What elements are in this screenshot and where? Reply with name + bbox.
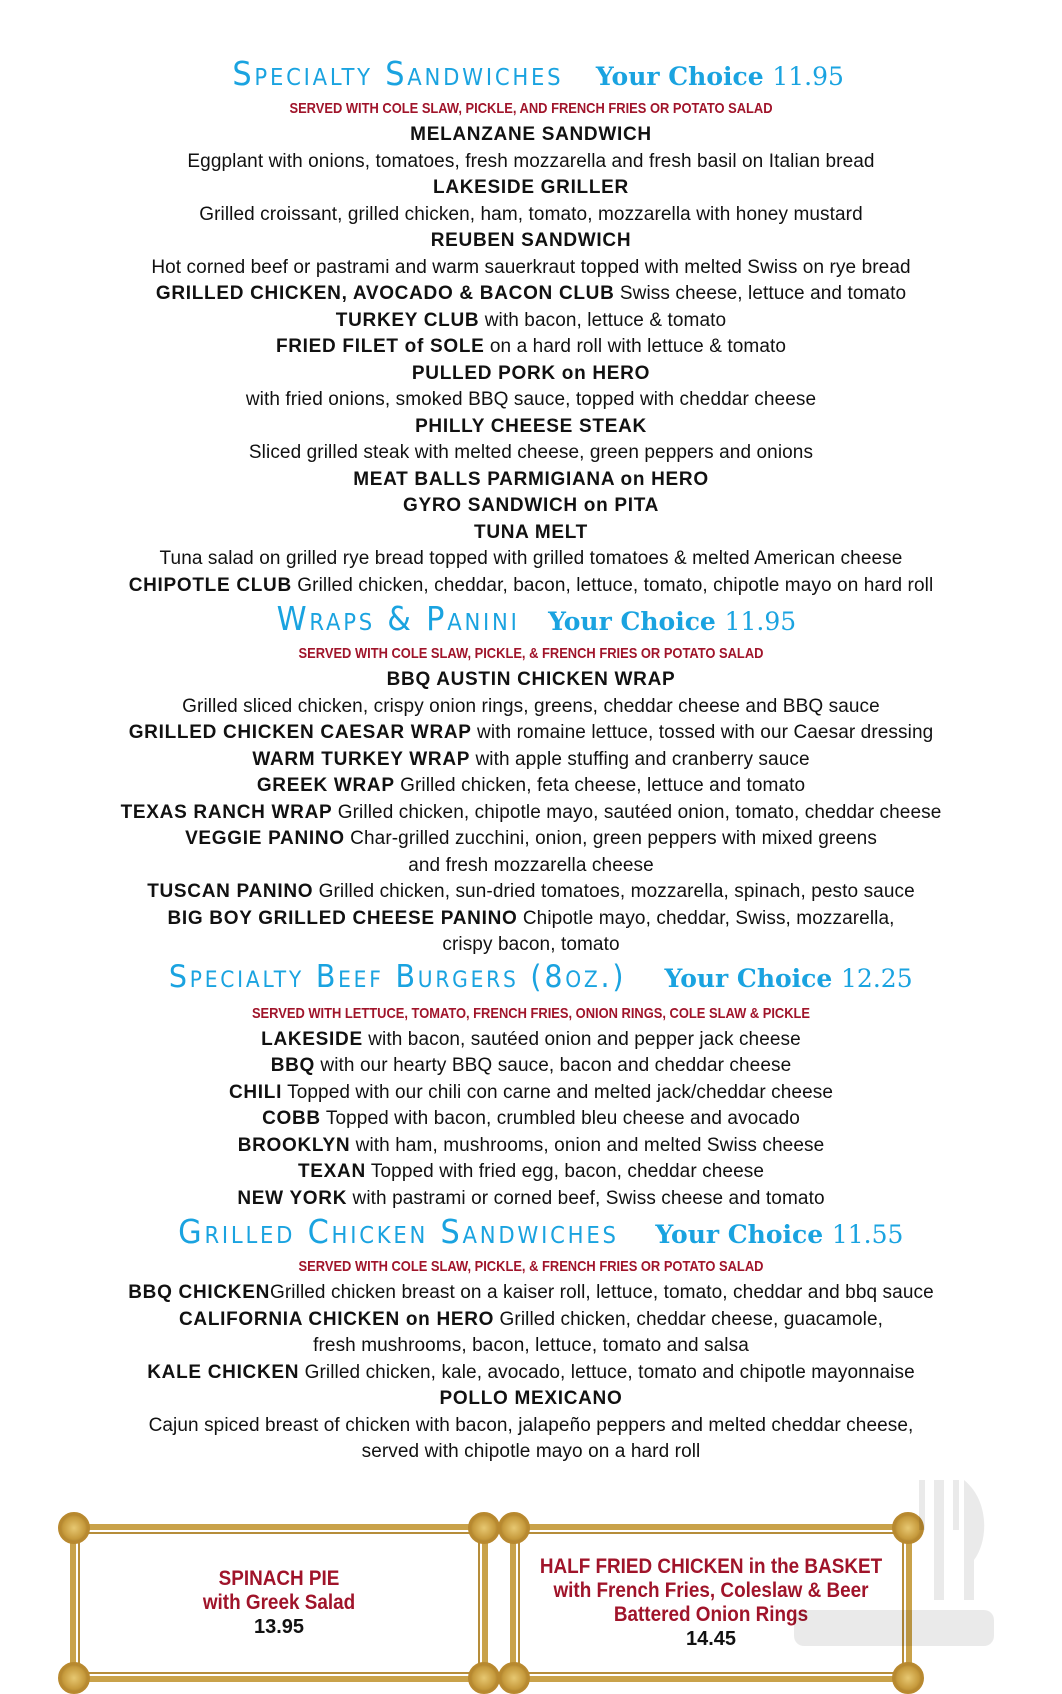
item-name: BBQ: [270, 1055, 316, 1076]
price-label: Your Choice: [548, 607, 716, 636]
menu-line: [0, 228, 1062, 255]
item-name: PHILLY CHEESE STEAK: [415, 415, 647, 437]
menu-line: [0, 122, 1062, 149]
menu-line: [0, 694, 1062, 721]
item-description: Tuna salad on grilled rye bread topped with grilled tomatoes & melted American cheese: [159, 548, 903, 569]
item-name: CHIPOTLE CLUB: [128, 574, 292, 596]
item-description: with bacon, lettuce & tomato: [479, 309, 727, 331]
section-price: [548, 607, 796, 636]
menu-line: [0, 202, 1062, 229]
menu-line: [0, 1106, 1062, 1133]
item-name: TUNA MELT: [474, 521, 588, 543]
menu-line: [0, 1439, 1062, 1466]
special-line: Battered Onion Rings: [613, 1603, 809, 1626]
served-with-note: SERVED WITH LETTUCE, TOMATO, FRENCH FRIES, ONION RINGS, COLE SLAW & PICKLE: [251, 1004, 811, 1022]
menu-line: [0, 1159, 1062, 1186]
menu-line: [0, 932, 1062, 959]
menu-line: [0, 879, 1062, 906]
item-description: Grilled chicken, sun-dried tomatoes, mozzarella, spinach, pesto sauce: [313, 881, 915, 902]
item-description: Topped with bacon, crumbled bleu cheese and avocado: [320, 1108, 800, 1129]
item-description: Grilled chicken, kale, avocado, lettuce, tomato and chipotle mayonnaise: [299, 1361, 915, 1383]
item-list: [0, 667, 1062, 959]
item-description: with our hearty BBQ sauce, bacon and cheddar cheese: [315, 1055, 792, 1076]
served-with-note: SERVED WITH COLE SLAW, PICKLE, & FRENCH FRIES OR POTATO SALAD: [298, 1258, 764, 1275]
item-name: VEGGIE PANINO: [185, 828, 345, 849]
item-description: Char-grilled zucchini, onion, green peppers with mixed greens: [344, 828, 877, 849]
item-name: MEAT BALLS PARMIGIANA on HERO: [353, 468, 709, 490]
menu-line: [0, 175, 1062, 202]
section-heading: [0, 599, 1062, 641]
price-value: 11.95: [724, 607, 797, 636]
item-name: TURKEY CLUB: [335, 309, 480, 331]
ornament-icon: [892, 1662, 924, 1694]
menu-line: [0, 1080, 1062, 1107]
special-box-spinach-pie: [70, 1524, 488, 1682]
served-with-note: SERVED WITH COLE SLAW, PICKLE, & FRENCH FRIES OR POTATO SALAD: [298, 645, 764, 662]
item-description: Topped with fried egg, bacon, cheddar cheese: [365, 1161, 765, 1182]
special-line: SPINACH PIE: [218, 1567, 340, 1590]
menu-line: [0, 149, 1062, 176]
special-line: HALF FRIED CHICKEN in the BASKET: [539, 1555, 883, 1578]
menu-line: [0, 334, 1062, 361]
menu-line: [0, 1053, 1062, 1080]
special-line: with Greek Salad: [202, 1591, 356, 1614]
item-description: with pastrami or corned beef, Swiss cheese and tomato: [347, 1187, 825, 1209]
served-with-note: SERVED WITH COLE SLAW, PICKLE, AND FRENCH FRIES OR POTATO SALAD: [289, 100, 773, 117]
menu-line: [0, 1413, 1062, 1440]
section-heading: [0, 959, 1062, 1001]
item-description: on a hard roll with lettuce & tomato: [484, 336, 787, 357]
section-price: [596, 62, 844, 91]
section-heading: [0, 1212, 1062, 1254]
item-description: Grilled chicken, cheddar, bacon, lettuce, tomato, chipotle mayo on hard roll: [291, 574, 934, 596]
price-value: 12.25: [841, 963, 913, 993]
item-name: KALE CHICKEN: [147, 1361, 300, 1383]
item-name: CHILI: [228, 1081, 283, 1103]
section-title: Wraps & Panini: [276, 599, 520, 638]
menu-line: [0, 1307, 1062, 1334]
section-heading: [0, 54, 1062, 96]
item-name: REUBEN SANDWICH: [430, 230, 632, 251]
ornament-icon: [468, 1512, 500, 1544]
menu-content: [0, 54, 1062, 1466]
item-name: FRIED FILET of SOLE: [275, 336, 485, 357]
menu-line: [0, 414, 1062, 441]
item-description: with bacon, sautéed onion and pepper jack cheese: [362, 1028, 801, 1050]
menu-line: [0, 546, 1062, 573]
special-price: 13.95: [253, 1616, 305, 1638]
price-value: 11.55: [831, 1220, 904, 1249]
item-description: with fried onions, smoked BBQ sauce, topped with cheddar cheese: [245, 389, 817, 410]
menu-line: [0, 281, 1062, 308]
menu-line: [0, 520, 1062, 547]
menu-line: [0, 1280, 1062, 1307]
item-name: BROOKLYN: [237, 1134, 351, 1156]
price-value: 11.95: [772, 62, 844, 91]
menu-line: [0, 440, 1062, 467]
item-description: Sliced grilled steak with melted cheese, green peppers and onions: [248, 442, 814, 463]
item-description: Grilled sliced chicken, crispy onion rings, greens, cheddar cheese and BBQ sauce: [182, 695, 880, 717]
item-name: NEW YORK: [237, 1187, 348, 1209]
price-label: Your Choice: [664, 963, 833, 993]
menu-line: [0, 800, 1062, 827]
item-description: crispy bacon, tomato: [442, 934, 620, 955]
item-name: BBQ AUSTIN CHICKEN WRAP: [386, 669, 676, 690]
item-list: [0, 1027, 1062, 1213]
menu-line: [0, 1133, 1062, 1160]
item-name: TEXAS RANCH WRAP: [120, 801, 333, 823]
item-name: GRILLED CHICKEN, AVOCADO & BACON CLUB: [155, 283, 615, 304]
menu-line: [0, 1027, 1062, 1054]
item-description: Hot corned beef or pastrami and warm sauerkraut topped with melted Swiss on rye bread: [151, 256, 911, 278]
item-description: Grilled chicken, cheddar cheese, guacamole,: [494, 1308, 883, 1330]
item-description: Eggplant with onions, tomatoes, fresh mozzarella and fresh basil on Italian bread: [187, 150, 875, 172]
item-name: COBB: [262, 1108, 321, 1129]
menu-line: [0, 720, 1062, 747]
item-description: served with chipotle mayo on a hard roll: [361, 1441, 701, 1462]
ornament-icon: [498, 1662, 530, 1694]
menu-line: [0, 387, 1062, 414]
item-description: Grilled chicken, feta cheese, lettuce and tomato: [394, 775, 806, 796]
item-name: LAKESIDE: [261, 1028, 363, 1050]
special-price: 14.45: [685, 1628, 737, 1650]
fork-knife-icon: [784, 1480, 1004, 1650]
menu-line: [0, 361, 1062, 388]
menu-line: [0, 1333, 1062, 1360]
item-name: TUSCAN PANINO: [147, 881, 314, 902]
item-name: MELANZANE SANDWICH: [410, 124, 652, 145]
ornament-icon: [58, 1512, 90, 1544]
menu-line: [0, 667, 1062, 694]
item-description: Topped with our chili con carne and melted jack/cheddar cheese: [282, 1081, 834, 1103]
menu-line: [0, 467, 1062, 494]
item-description: Grilled croissant, grilled chicken, ham, tomato, mozzarella with honey mustard: [199, 203, 863, 225]
item-description: with romaine lettuce, tossed with our Caesar dressing: [471, 722, 934, 743]
item-name: GRILLED CHICKEN CAESAR WRAP: [128, 722, 472, 743]
item-name: TEXAN: [297, 1161, 366, 1182]
item-name: BBQ CHICKEN: [128, 1282, 270, 1303]
price-label: Your Choice: [595, 62, 764, 91]
ornament-icon: [498, 1512, 530, 1544]
section-title: Specialty Sandwiches: [232, 54, 564, 93]
menu-line: [0, 747, 1062, 774]
ornament-icon: [58, 1662, 90, 1694]
item-description: with ham, mushrooms, onion and melted Swiss cheese: [350, 1134, 825, 1156]
item-list: [0, 1280, 1062, 1466]
item-description: fresh mushrooms, bacon, lettuce, tomato and salsa: [313, 1335, 749, 1356]
menu-line: [0, 255, 1062, 282]
section-price: [655, 1220, 903, 1249]
item-description: with apple stuffing and cranberry sauce: [470, 748, 810, 770]
item-description: Swiss cheese, lettuce and tomato: [614, 283, 907, 304]
item-name: CALIFORNIA CHICKEN on HERO: [179, 1308, 495, 1330]
item-name: WARM TURKEY WRAP: [252, 748, 471, 770]
section-price: [665, 964, 913, 993]
item-name: BIG BOY GRILLED CHEESE PANINO: [167, 907, 518, 929]
item-name: GREEK WRAP: [256, 775, 395, 796]
menu-line: [0, 493, 1062, 520]
special-text: [76, 1567, 482, 1639]
special-line: with French Fries, Coleslaw & Beer: [553, 1579, 869, 1602]
item-description: Cajun spiced breast of chicken with bacon, jalapeño peppers and melted cheddar cheese,: [148, 1414, 914, 1436]
menu-line: [0, 308, 1062, 335]
menu-line: [0, 826, 1062, 853]
menu-line: [0, 853, 1062, 880]
section-title: Grilled Chicken Sandwiches: [177, 1212, 619, 1251]
item-description: Grilled chicken, chipotle mayo, sautéed onion, tomato, cheddar cheese: [332, 801, 942, 823]
item-name: PULLED PORK on HERO: [411, 362, 651, 384]
item-name: LAKESIDE GRILLER: [433, 177, 629, 198]
menu-line: [0, 773, 1062, 800]
section-title: Specialty Beef Burgers (8oz.): [169, 958, 627, 995]
item-name: POLLO MEXICANO: [439, 1388, 623, 1409]
menu-line: [0, 1186, 1062, 1213]
item-list: [0, 122, 1062, 599]
ornament-icon: [468, 1662, 500, 1694]
menu-line: [0, 906, 1062, 933]
item-description: and fresh mozzarella cheese: [408, 854, 654, 876]
menu-line: [0, 1360, 1062, 1387]
menu-line: [0, 1386, 1062, 1413]
item-name: GYRO SANDWICH on PITA: [402, 495, 660, 516]
item-description: Grilled chicken breast on a kaiser roll, lettuce, tomato, cheddar and bbq sauce: [270, 1282, 934, 1303]
item-description: Chipotle mayo, cheddar, Swiss, mozzarella,: [517, 907, 895, 929]
menu-line: [0, 573, 1062, 600]
price-label: Your Choice: [655, 1220, 824, 1249]
